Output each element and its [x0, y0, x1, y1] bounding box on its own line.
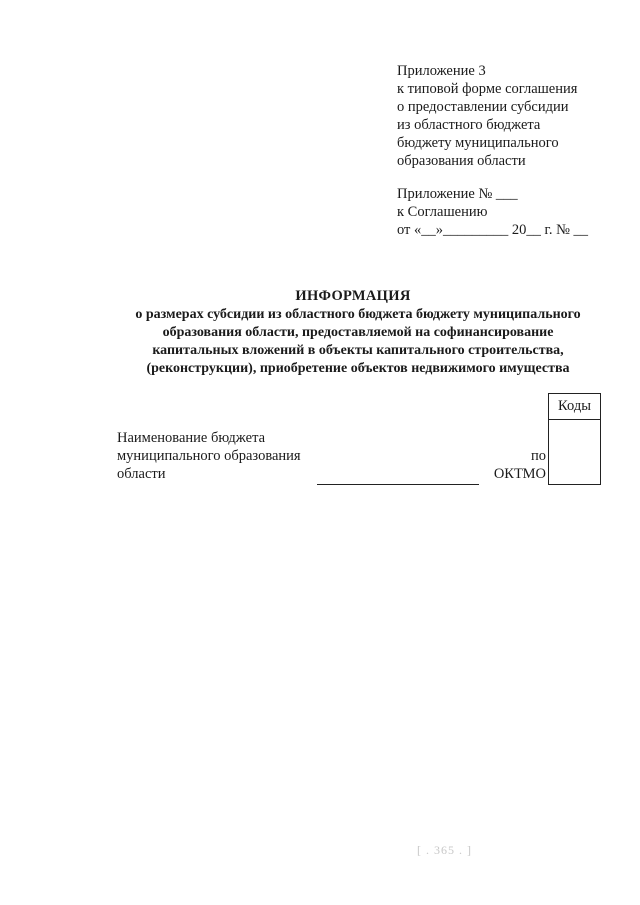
registration-stamp: [ . 365 . ]	[417, 843, 472, 857]
appendix-line-1: Приложение 3	[397, 63, 486, 79]
oktmo-label: ОКТМО	[493, 466, 546, 482]
title-subline-1: о размерах субсидии из областного бюджета бюджету муниципального	[135, 307, 581, 322]
appendix-line-6: образования области	[397, 153, 526, 169]
appendix-line-4: из областного бюджета	[397, 117, 541, 133]
appendix-line-5: бюджету муниципального	[397, 135, 559, 151]
appendix-line-2: к типовой форме соглашения	[397, 81, 578, 97]
appendix-line-3: о предоставлении субсидии	[397, 99, 569, 115]
title-subline-3: капитальных вложений в объекты капитального строительства,	[152, 343, 564, 358]
agreement-date-number: от «__»_________ 20__ г. № __	[397, 222, 589, 238]
title-subline-4: (реконструкции), приобретение объектов недвижимого имущества	[146, 361, 570, 376]
budget-name-field[interactable]	[317, 484, 479, 485]
document-title: ИНФОРМАЦИЯ	[295, 288, 411, 304]
po-label: по	[530, 448, 546, 464]
budget-name-label-line-3: области	[117, 466, 166, 482]
codes-header: Коды	[548, 393, 601, 420]
budget-name-label-line-1: Наименование бюджета	[117, 430, 266, 446]
oktmo-code-cell[interactable]	[548, 419, 601, 485]
agreement-label: к Соглашению	[397, 204, 488, 220]
agreement-appendix-number: Приложение № ___	[397, 186, 518, 202]
budget-name-label-line-2: муниципального образования	[117, 448, 301, 464]
title-subline-2: образования области, предоставляемой на софинансирование	[162, 325, 554, 340]
